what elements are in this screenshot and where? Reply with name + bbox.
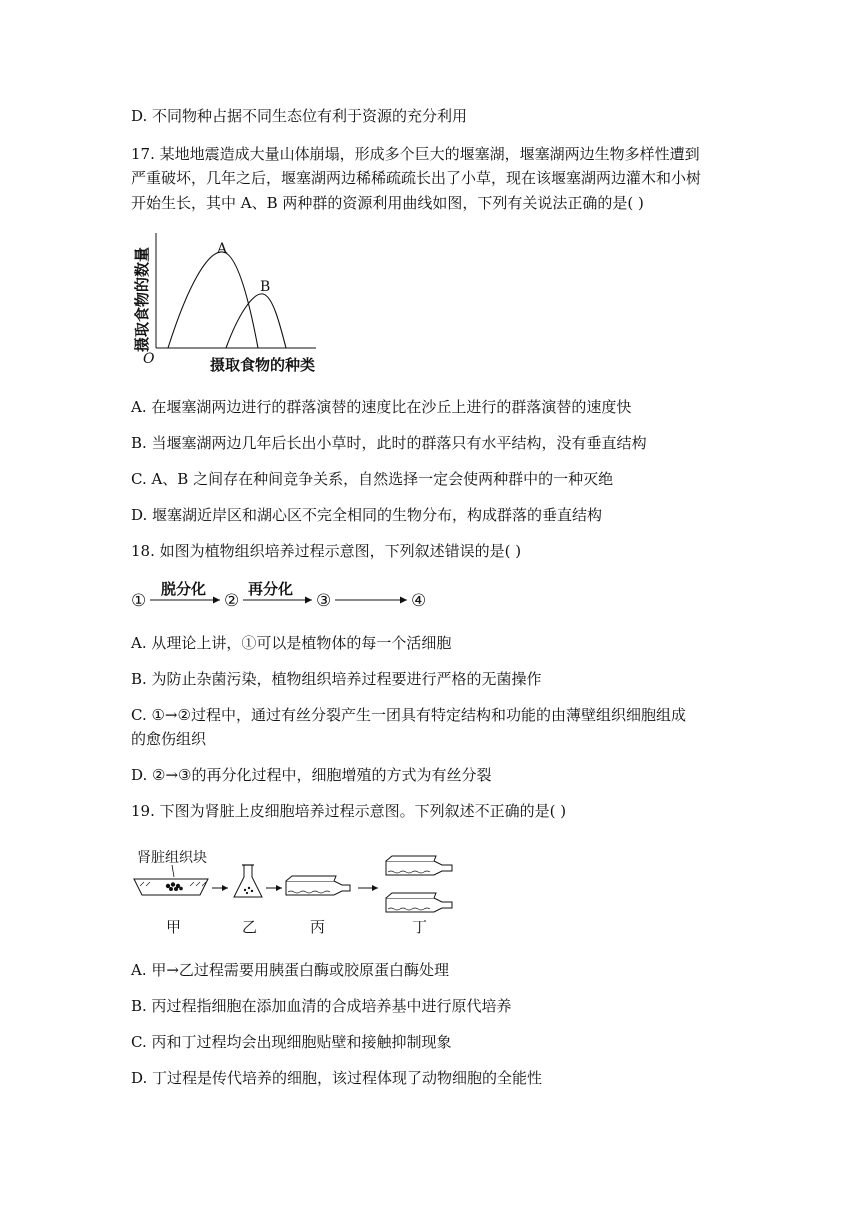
q17-curve-a-label: A — [217, 241, 228, 257]
q19-label-bing: 丙 — [310, 918, 326, 936]
q19-option-b: B. 丙过程指细胞在添加血清的合成培养基中进行原代培养 — [131, 997, 512, 1015]
q19-upper-bottle-top — [386, 856, 436, 861]
q19-arrowhead-3 — [372, 885, 378, 891]
q19-tissue-block-label: 肾脏组织块 — [137, 850, 207, 866]
q18-step-2: ② — [224, 591, 240, 611]
q17-stem-line3: 开始生长，其中 A、B 两种群的资源利用曲线如图，下列有关说法正确的是( ) — [131, 194, 644, 212]
q17-curve-b-label: B — [260, 279, 271, 295]
q17-option-b: B. 当堰塞湖两边几年后长出小草时，此时的群落只有水平结构，没有垂直结构 — [131, 434, 647, 452]
q19-cell-culture-figure — [128, 846, 468, 938]
q19-bottle-top — [286, 876, 336, 881]
q18-option-b: B. 为防止杂菌污染，植物组织培养过程要进行严格的无菌操作 — [131, 670, 542, 688]
q19-tissue-pointer — [172, 865, 174, 877]
q19-option-a: A. 甲→乙过程需要用胰蛋白酶或胶原蛋白酶处理 — [131, 961, 449, 979]
q18-tissue-culture-flow — [128, 578, 448, 614]
q17-option-a: A. 在堰塞湖两边进行的群落演替的速度比在沙丘上进行的群落演替的速度快 — [131, 398, 632, 416]
q19-arrowhead-2 — [276, 885, 282, 891]
q17-y-axis-label: 摄取食物的数量 — [133, 246, 151, 352]
q19-conical-flask — [234, 865, 262, 897]
q18-arrowhead-3 — [400, 597, 407, 604]
q18-option-d: D. ②→③的再分化过程中，细胞增殖的方式为有丝分裂 — [131, 766, 492, 784]
q19-lower-bottle-top — [386, 893, 436, 898]
q19-label-jia: 甲 — [166, 918, 182, 936]
q17-stem-line1: 17. 某地地震造成大量山体崩塌，形成多个巨大的堰塞湖，堰塞湖两边生物多样性遭到 — [131, 145, 700, 163]
q17-resource-curve-figure — [128, 230, 338, 375]
q19-option-d: D. 丁过程是传代培养的细胞，该过程体现了动物细胞的全能性 — [131, 1069, 543, 1087]
q18-option-a: A. 从理论上讲，①可以是植物体的每一个活细胞 — [131, 634, 452, 652]
q18-option-c-line1: C. ①→②过程中，通过有丝分裂产生一团具有特定结构和功能的由薄壁组织细胞组成 — [131, 706, 686, 724]
q17-x-axis-label: 摄取食物的种类 — [210, 356, 316, 374]
q19-stem: 19. 下图为肾脏上皮细胞培养过程示意图。下列叙述不正确的是( ) — [131, 802, 567, 820]
q18-step-3: ③ — [316, 591, 332, 611]
q19-label-yi: 乙 — [242, 918, 258, 936]
q18-stem: 18. 如图为植物组织培养过程示意图，下列叙述错误的是( ) — [131, 542, 522, 560]
q18-step-4: ④ — [411, 591, 427, 611]
q18-label-redifferentiation: 再分化 — [248, 580, 294, 598]
q18-arrowhead-1 — [213, 597, 220, 604]
q18-step-1: ① — [131, 591, 147, 611]
q19-label-ding: 丁 — [412, 918, 428, 936]
q17-option-d: D. 堰塞湖近岸区和湖心区不完全相同的生物分布，构成群落的垂直结构 — [131, 506, 603, 524]
q18-option-c-line2: 的愈伤组织 — [131, 730, 207, 748]
q19-arrowhead-1 — [222, 885, 228, 891]
q17-stem-line2: 严重破坏，几年之后，堰塞湖两边稀稀疏疏长出了小草，现在该堰塞湖两边灌木和小树 — [131, 169, 702, 187]
q16-option-d: D. 不同物种占据不同生态位有利于资源的充分利用 — [131, 107, 468, 125]
q18-arrowhead-2 — [305, 597, 312, 604]
q19-option-c: C. 丙和丁过程均会出现细胞贴壁和接触抑制现象 — [131, 1033, 452, 1051]
q18-label-dedifferentiation: 脱分化 — [161, 580, 207, 598]
q17-option-c: C. A、B 之间存在种间竞争关系，自然选择一定会使两种群中的一种灭绝 — [131, 470, 614, 488]
q17-origin-label: O — [143, 351, 155, 367]
q17-curve-a — [168, 252, 258, 348]
